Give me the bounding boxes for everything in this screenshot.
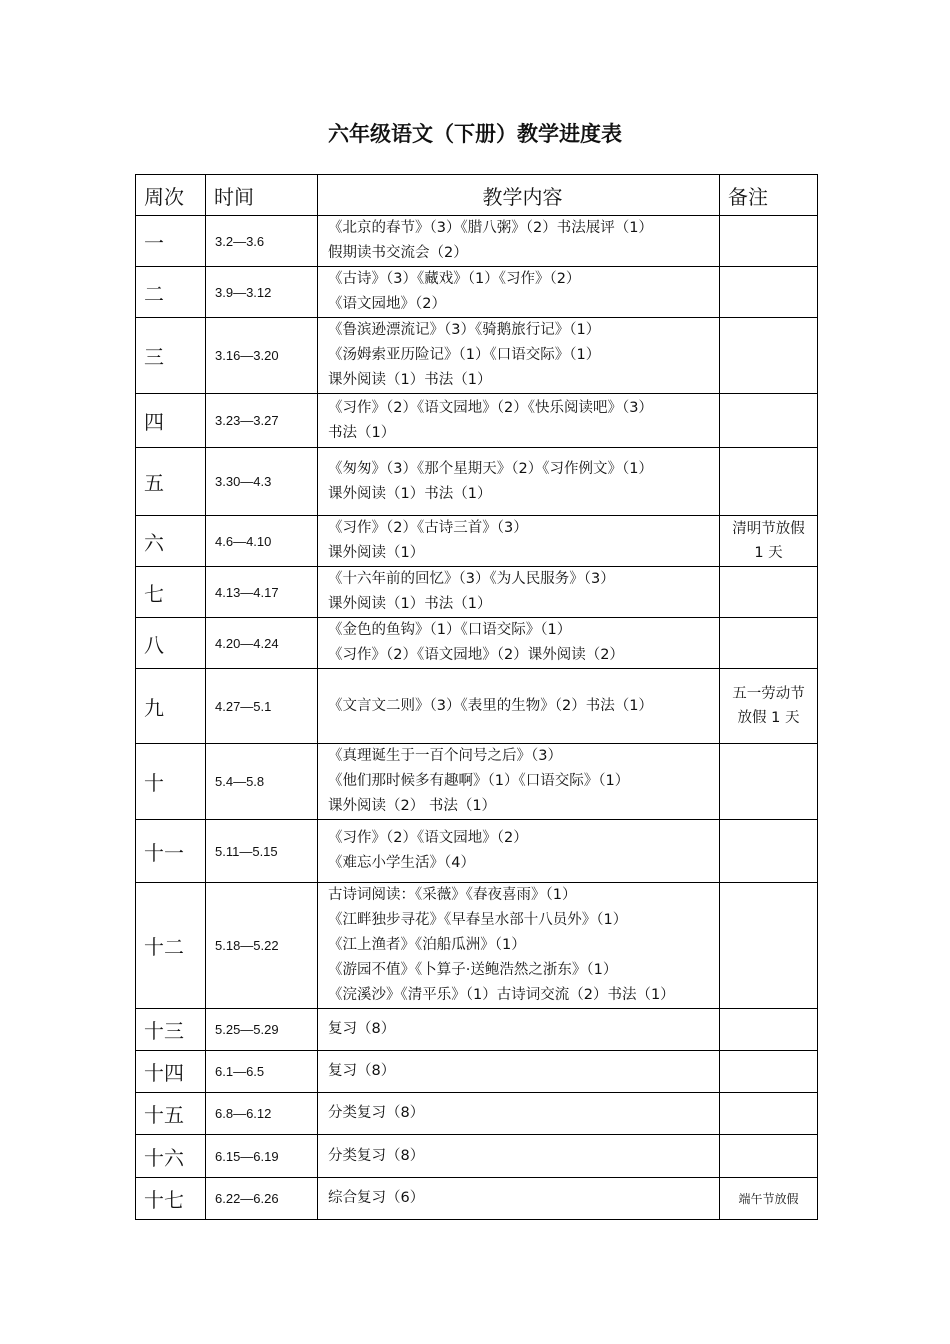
table-row bbox=[136, 883, 818, 1009]
remark-cell bbox=[720, 820, 818, 883]
content-cell: 《习作》（2）《语文园地》（2）《快乐阅读吧》（3） 书法（1） bbox=[318, 394, 720, 448]
table-row bbox=[136, 744, 818, 820]
content-cell: 《习作》（2）《语文园地》（2） 《难忘小学生活》（4） bbox=[318, 820, 720, 883]
remark-cell bbox=[720, 216, 818, 267]
week-cell: 五 bbox=[136, 448, 206, 516]
week-cell: 八 bbox=[136, 618, 206, 669]
content-cell: 《北京的春节》（3）《腊八粥》（2）书法展评（1） 假期读书交流会（2） bbox=[318, 216, 720, 267]
week-cell: 二 bbox=[136, 267, 206, 318]
content-cell: 古诗词阅读：《采薇》《春夜喜雨》（1） 《江畔独步寻花》《早春呈水部十八员外》（1） 《江上渔者》《泊船瓜洲》（1） 《游园不值》《卜算子·送鲍浩然之浙东》（1） 《浣溪沙》《清平乐》（1）古诗词交流（2）书法（1） bbox=[318, 883, 720, 1009]
table-row bbox=[136, 516, 818, 567]
table-row bbox=[136, 618, 818, 669]
time-cell: 6.1—6.5 bbox=[206, 1051, 318, 1093]
content-cell: 《真理诞生于一百个问号之后》（3） 《他们那时候多有趣啊》（1）《口语交际》（1） 课外阅读（2） 书法（1） bbox=[318, 744, 720, 820]
week-cell: 九 bbox=[136, 669, 206, 744]
week-cell: 十三 bbox=[136, 1009, 206, 1051]
week-cell: 六 bbox=[136, 516, 206, 567]
time-cell: 4.27—5.1 bbox=[206, 669, 318, 744]
table-row bbox=[136, 448, 818, 516]
content-cell: 复习（8） bbox=[318, 1051, 720, 1093]
remark-cell bbox=[720, 618, 818, 669]
content-cell: 复习（8） bbox=[318, 1009, 720, 1051]
remark-cell bbox=[720, 744, 818, 820]
remark-cell bbox=[720, 448, 818, 516]
time-cell: 3.23—3.27 bbox=[206, 394, 318, 448]
schedule-table bbox=[135, 174, 818, 1220]
time-cell: 6.22—6.26 bbox=[206, 1178, 318, 1220]
time-cell: 4.20—4.24 bbox=[206, 618, 318, 669]
week-cell: 十一 bbox=[136, 820, 206, 883]
week-cell: 十七 bbox=[136, 1178, 206, 1220]
week-cell: 七 bbox=[136, 567, 206, 618]
page-title: 六年级语文（下册）教学进度表 bbox=[328, 122, 622, 146]
remark-cell bbox=[720, 1135, 818, 1178]
content-cell: 综合复习（6） bbox=[318, 1178, 720, 1220]
table-row bbox=[136, 1178, 818, 1220]
remark-cell bbox=[720, 567, 818, 618]
table-row bbox=[136, 1093, 818, 1135]
week-cell: 十四 bbox=[136, 1051, 206, 1093]
time-cell: 5.11—5.15 bbox=[206, 820, 318, 883]
time-cell: 4.6—4.10 bbox=[206, 516, 318, 567]
remark-cell bbox=[720, 1051, 818, 1093]
remark-cell bbox=[720, 394, 818, 448]
table-header-row bbox=[136, 175, 818, 216]
week-cell: 十 bbox=[136, 744, 206, 820]
content-cell: 《匆匆》（3）《那个星期天》（2）《习作例文》（1） 课外阅读（1）书法（1） bbox=[318, 448, 720, 516]
time-cell: 5.25—5.29 bbox=[206, 1009, 318, 1051]
time-cell: 6.15—6.19 bbox=[206, 1135, 318, 1178]
time-cell: 5.18—5.22 bbox=[206, 883, 318, 1009]
time-cell: 5.4—5.8 bbox=[206, 744, 318, 820]
week-cell: 三 bbox=[136, 318, 206, 394]
week-cell: 十五 bbox=[136, 1093, 206, 1135]
remark-cell: 五一劳动节放假 1 天 bbox=[720, 669, 818, 744]
remark-cell: 清明节放假 1 天 bbox=[720, 516, 818, 567]
remark-cell: 端午节放假 bbox=[720, 1178, 818, 1220]
table-row bbox=[136, 669, 818, 744]
time-cell: 6.8—6.12 bbox=[206, 1093, 318, 1135]
content-cell: 《习作》（2）《古诗三首》（3） 课外阅读（1） bbox=[318, 516, 720, 567]
remark-cell bbox=[720, 318, 818, 394]
remark-cell bbox=[720, 267, 818, 318]
time-cell: 3.30—4.3 bbox=[206, 448, 318, 516]
time-cell: 4.13—4.17 bbox=[206, 567, 318, 618]
table-row bbox=[136, 394, 818, 448]
content-cell: 《文言文二则》（3）《表里的生物》（2）书法（1） bbox=[318, 669, 720, 744]
week-cell: 四 bbox=[136, 394, 206, 448]
content-cell: 《古诗》（3）《藏戏》（1）《习作》（2） 《语文园地》（2） bbox=[318, 267, 720, 318]
time-cell: 3.9—3.12 bbox=[206, 267, 318, 318]
table-row bbox=[136, 318, 818, 394]
content-cell: 《十六年前的回忆》（3）《为人民服务》（3） 课外阅读（1）书法（1） bbox=[318, 567, 720, 618]
content-cell: 分类复习（8） bbox=[318, 1135, 720, 1178]
week-cell: 十六 bbox=[136, 1135, 206, 1178]
remark-cell bbox=[720, 1093, 818, 1135]
content-cell: 《金色的鱼钩》（1）《口语交际》（1） 《习作》（2）《语文园地》（2）课外阅读（2） bbox=[318, 618, 720, 669]
time-cell: 3.16—3.20 bbox=[206, 318, 318, 394]
remark-cell bbox=[720, 883, 818, 1009]
table-row bbox=[136, 1051, 818, 1093]
table-row bbox=[136, 1009, 818, 1051]
remark-cell bbox=[720, 1009, 818, 1051]
header-time: 时间 bbox=[206, 175, 318, 216]
time-cell: 3.2—3.6 bbox=[206, 216, 318, 267]
header-content: 教学内容 bbox=[318, 175, 720, 216]
table-row bbox=[136, 1135, 818, 1178]
header-week: 周次 bbox=[136, 175, 206, 216]
header-remark: 备注 bbox=[720, 175, 818, 216]
week-cell: 十二 bbox=[136, 883, 206, 1009]
content-cell: 分类复习（8） bbox=[318, 1093, 720, 1135]
table-row bbox=[136, 216, 818, 267]
week-cell: 一 bbox=[136, 216, 206, 267]
content-cell: 《鲁滨逊漂流记》（3）《骑鹅旅行记》（1） 《汤姆索亚历险记》（1）《口语交际》（1） 课外阅读（1）书法（1） bbox=[318, 318, 720, 394]
table-row bbox=[136, 820, 818, 883]
table-row bbox=[136, 267, 818, 318]
table-row bbox=[136, 567, 818, 618]
